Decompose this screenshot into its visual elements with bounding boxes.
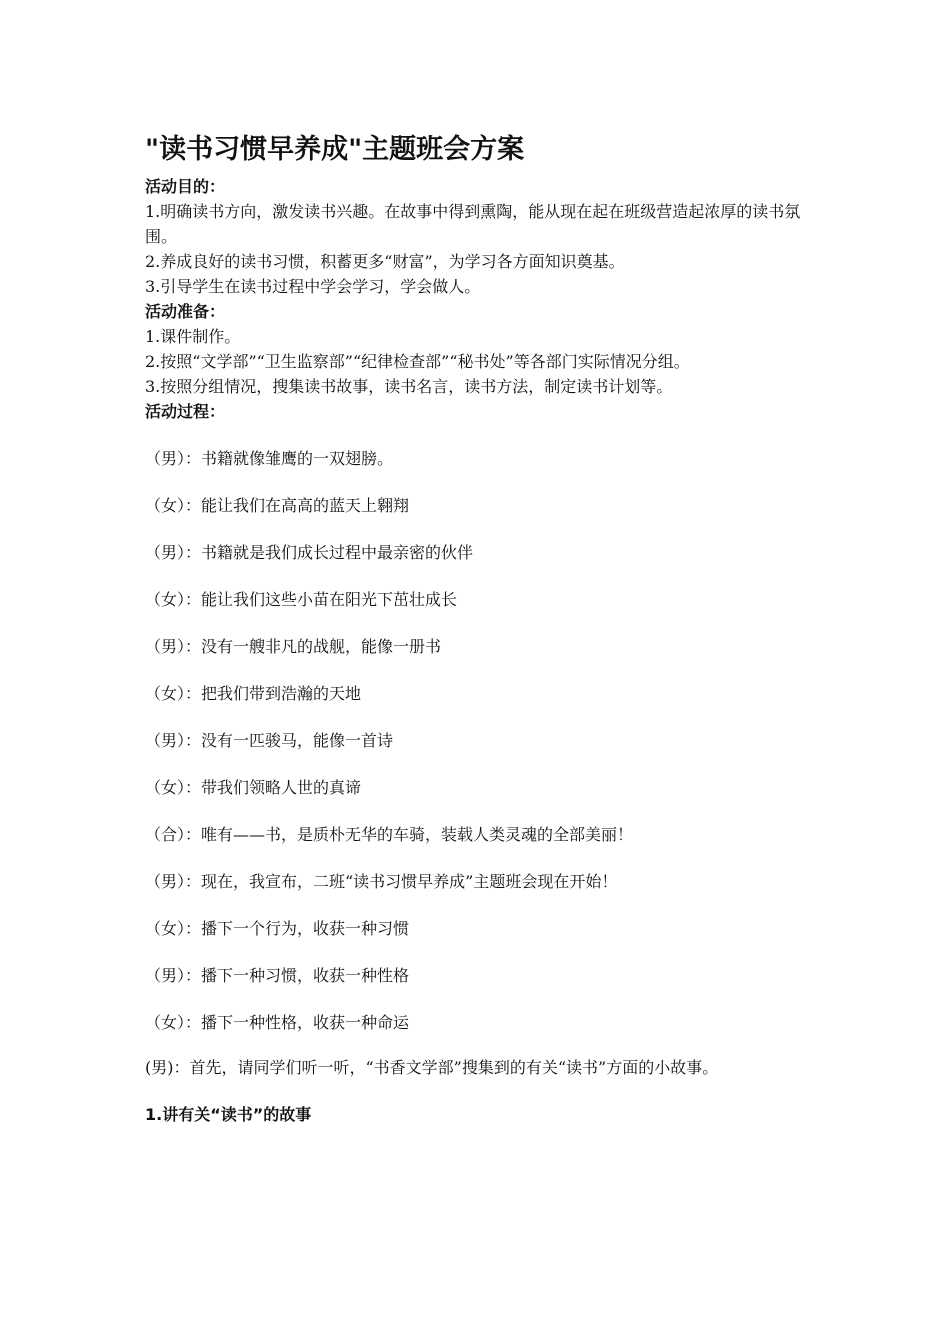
- preparation-section: [145, 299, 810, 399]
- dialogue-line: （男）：没有一匹骏马，能像一首诗: [145, 731, 394, 750]
- closing-paragraph: (男)：首先，请同学们听一听，“书香文学部”搜集到的有关“读书”方面的小故事。: [145, 1058, 719, 1077]
- dialogue-line: （男）：书籍就是我们成长过程中最亲密的伙伴: [145, 543, 474, 562]
- dialogue-line: （女）：能让我们在高高的蓝天上翱翔: [145, 496, 410, 515]
- page-title: "读书习惯早养成"主题班会方案: [145, 134, 525, 165]
- dialogue-line: （女）：能让我们这些小苗在阳光下茁壮成长: [145, 590, 458, 609]
- dialogue-line: （男）：播下一种习惯，收获一种性格: [145, 966, 410, 985]
- dialogue-line: （女）：播下一个行为，收获一种习惯: [145, 919, 410, 938]
- preparation-item: 1.课件制作。: [145, 327, 241, 346]
- preparation-item: 2.按照“文学部”“卫生监察部”“纪律检查部”“秘书处”等各部门实际情况分组。: [145, 352, 690, 371]
- preparation-heading: 活动准备：: [145, 302, 226, 321]
- purpose-item: 1.明确读书方向，激发读书兴趣。在故事中得到熏陶，能从现在起在班级营造起浓厚的读书氛围。: [145, 202, 801, 246]
- dialogue-line: （合）：唯有——书，是质朴无华的车骑，装载人类灵魂的全部美丽！: [145, 825, 634, 844]
- dialogue-list: [145, 446, 810, 1035]
- purpose-heading: 活动目的：: [145, 177, 226, 196]
- dialogue-line: （男）：没有一艘非凡的战舰，能像一册书: [145, 637, 442, 656]
- preparation-item: 3.按照分组情况，搜集读书故事，读书名言，读书方法，制定读书计划等。: [145, 377, 673, 396]
- process-section: [145, 399, 810, 1127]
- purpose-section: [145, 174, 810, 299]
- section-heading-story: 1.讲有关“读书”的故事: [145, 1105, 312, 1124]
- dialogue-line: （女）：把我们带到浩瀚的天地: [145, 684, 362, 703]
- dialogue-line: （男）：书籍就像雏鹰的一双翅膀。: [145, 449, 394, 468]
- document-page: [145, 130, 810, 1127]
- dialogue-line: （女）：播下一种性格，收获一种命运: [145, 1013, 410, 1032]
- dialogue-line: （女）：带我们领略人世的真谛: [145, 778, 362, 797]
- dialogue-line: （男）：现在，我宣布，二班“读书习惯早养成”主题班会现在开始！: [145, 872, 618, 891]
- purpose-item: 2.养成良好的读书习惯，积蓄更多“财富”，为学习各方面知识奠基。: [145, 252, 625, 271]
- process-heading: 活动过程：: [145, 402, 226, 421]
- purpose-item: 3.引导学生在读书过程中学会学习，学会做人。: [145, 277, 481, 296]
